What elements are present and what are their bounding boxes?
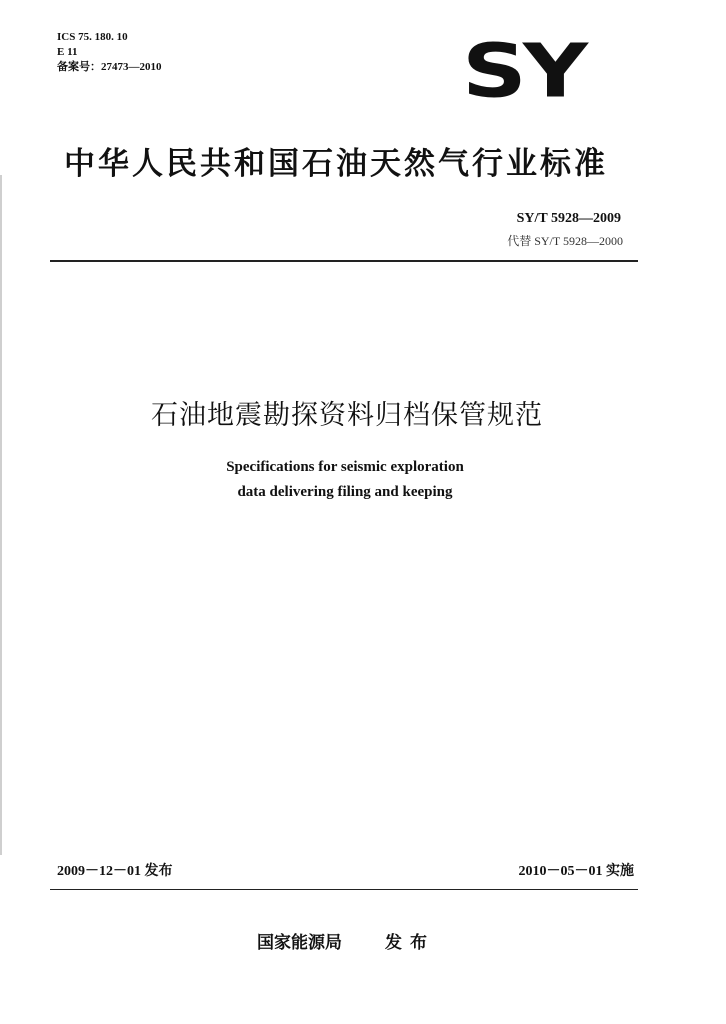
publisher-name: 国家能源局	[257, 933, 342, 953]
title-en-line-1: Specifications for seismic exploration	[226, 459, 464, 475]
replaces-standard: 代替 SY/T 5928—2000	[507, 234, 623, 248]
publish-label: 发布	[385, 933, 435, 953]
record-number: 备案号：27473—2010	[57, 61, 162, 73]
ics-code: ICS 75. 180. 10	[57, 31, 128, 43]
class-code: E 11	[57, 46, 78, 58]
industry-standard-title: 中华人民共和国石油天然气行业标准	[64, 146, 608, 182]
classification-block	[57, 30, 162, 75]
issue-date: 2009－12－01 发布	[57, 864, 173, 879]
top-divider	[50, 260, 638, 262]
sy-logo: SY	[462, 28, 584, 115]
document-title-cn: 石油地震勘探资料归档保管规范	[151, 400, 543, 431]
implementation-date: 2010－05－01 实施	[518, 864, 634, 879]
standard-number: SY/T 5928—2009	[516, 211, 621, 226]
document-title-en	[0, 455, 690, 505]
scan-edge-shadow	[0, 175, 2, 855]
title-en-line-2: data delivering filing and keeping	[237, 484, 453, 500]
bottom-divider	[50, 889, 638, 890]
